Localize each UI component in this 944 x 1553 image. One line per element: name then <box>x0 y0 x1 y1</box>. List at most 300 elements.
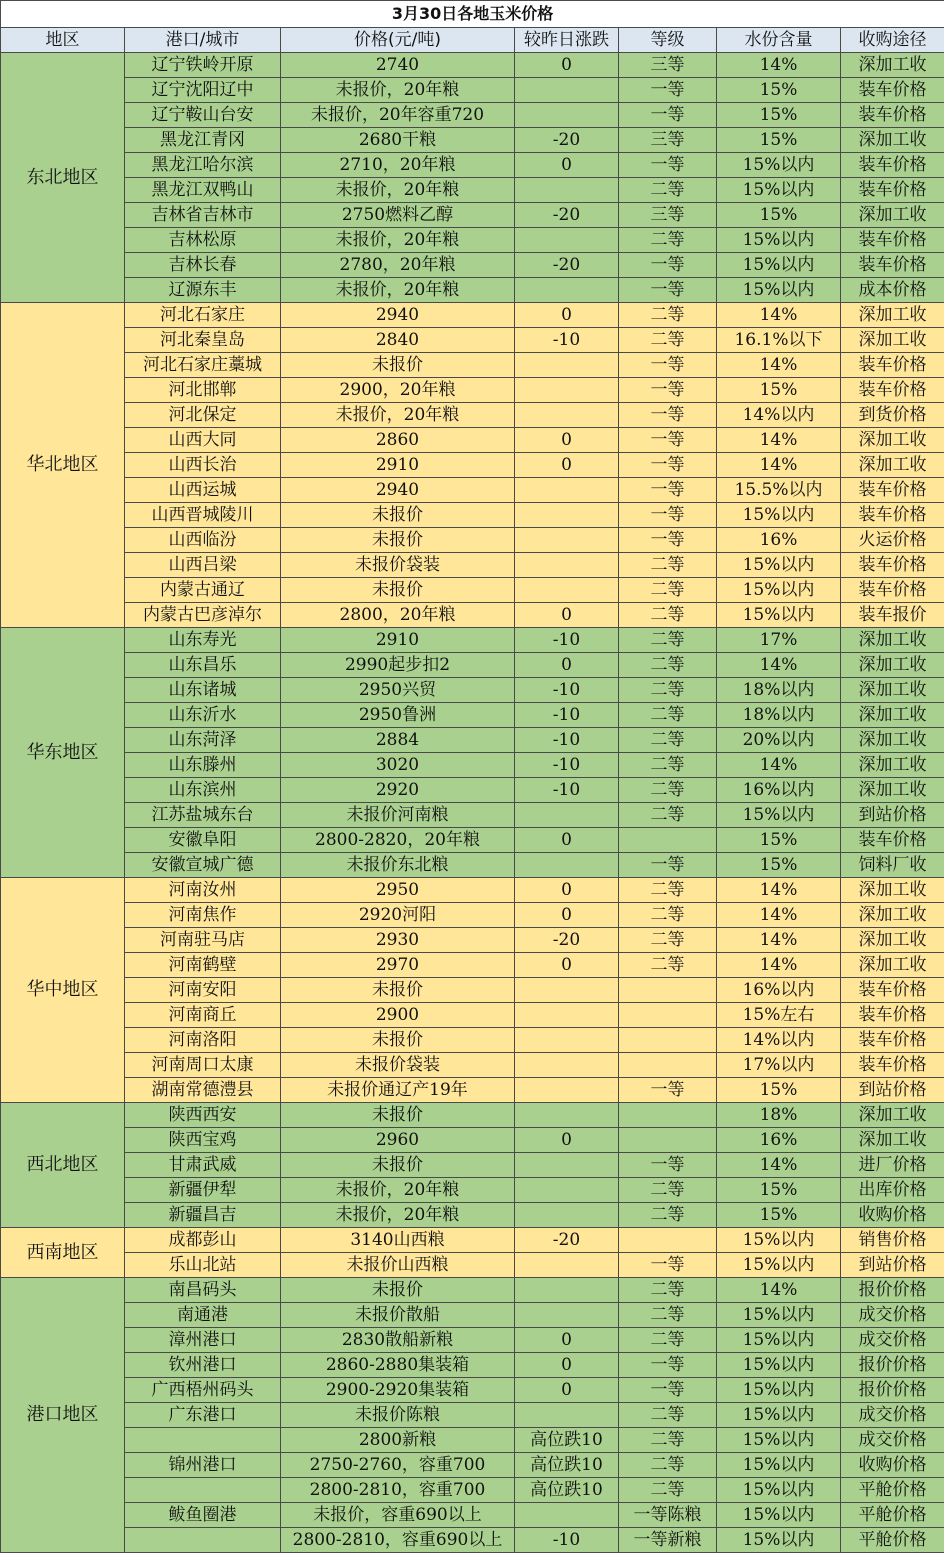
header-grade: 等级 <box>619 28 717 53</box>
change-cell: -20 <box>515 128 619 153</box>
city-cell: 陕西西安 <box>125 1103 281 1128</box>
city-cell: 山西大同 <box>125 428 281 453</box>
grade-cell: 一等 <box>619 153 717 178</box>
table-row <box>1 603 944 628</box>
price-cell: 未报价河南粮 <box>281 803 515 828</box>
moisture-cell: 15% <box>717 378 841 403</box>
purchase-method-cell: 深加工收 <box>841 653 944 678</box>
purchase-method-cell: 火运价格 <box>841 528 944 553</box>
change-cell: -10 <box>515 628 619 653</box>
grade-cell: 二等 <box>619 1478 717 1503</box>
city-cell: 南通港 <box>125 1303 281 1328</box>
moisture-cell: 15% <box>717 853 841 878</box>
purchase-method-cell: 装车价格 <box>841 78 944 103</box>
purchase-method-cell: 深加工收 <box>841 428 944 453</box>
city-cell: 吉林长春 <box>125 253 281 278</box>
region-cell: 港口地区 <box>1 1278 125 1553</box>
change-cell <box>515 1303 619 1328</box>
change-cell <box>515 353 619 378</box>
table-row <box>1 853 944 878</box>
purchase-method-cell: 深加工收 <box>841 628 944 653</box>
moisture-cell: 16% <box>717 528 841 553</box>
price-cell: 2970 <box>281 953 515 978</box>
grade-cell: 一等 <box>619 503 717 528</box>
moisture-cell: 15%以内 <box>717 178 841 203</box>
grade-cell: 二等 <box>619 1428 717 1453</box>
city-cell: 河南洛阳 <box>125 1028 281 1053</box>
grade-cell: 二等 <box>619 1178 717 1203</box>
city-cell: 黑龙江双鸭山 <box>125 178 281 203</box>
city-cell <box>125 1528 281 1553</box>
table-row <box>1 1003 944 1028</box>
purchase-method-cell: 装车价格 <box>841 828 944 853</box>
price-cell: 2750燃料乙醇 <box>281 203 515 228</box>
change-cell <box>515 578 619 603</box>
city-cell: 山东滕州 <box>125 753 281 778</box>
purchase-method-cell: 装车价格 <box>841 1028 944 1053</box>
change-cell <box>515 478 619 503</box>
table-row <box>1 1403 944 1428</box>
price-cell: 2860-2880集装箱 <box>281 1353 515 1378</box>
city-cell: 河北石家庄藁城 <box>125 353 281 378</box>
header-change: 较昨日涨跌 <box>515 28 619 53</box>
table-row <box>1 1453 944 1478</box>
purchase-method-cell: 深加工收 <box>841 953 944 978</box>
table-row <box>1 1378 944 1403</box>
change-cell <box>515 1153 619 1178</box>
grade-cell: 二等 <box>619 1328 717 1353</box>
price-cell: 未报价散船 <box>281 1303 515 1328</box>
city-cell: 广东港口 <box>125 1403 281 1428</box>
change-cell: -20 <box>515 203 619 228</box>
change-cell: 0 <box>515 1378 619 1403</box>
moisture-cell: 15%以内 <box>717 1328 841 1353</box>
purchase-method-cell: 装车价格 <box>841 553 944 578</box>
moisture-cell: 14% <box>717 453 841 478</box>
city-cell: 成都彭山 <box>125 1228 281 1253</box>
change-cell <box>515 803 619 828</box>
table-row <box>1 503 944 528</box>
moisture-cell: 15% <box>717 1178 841 1203</box>
city-cell: 河北秦皇岛 <box>125 328 281 353</box>
price-cell: 2840 <box>281 328 515 353</box>
table-row <box>1 1103 944 1128</box>
price-cell: 2910 <box>281 628 515 653</box>
grade-cell: 一等 <box>619 253 717 278</box>
grade-cell: 二等 <box>619 553 717 578</box>
change-cell: 高位跌10 <box>515 1428 619 1453</box>
purchase-method-cell: 报价价格 <box>841 1378 944 1403</box>
change-cell <box>515 378 619 403</box>
price-cell: 未报价陈粮 <box>281 1403 515 1428</box>
moisture-cell: 15%以内 <box>717 228 841 253</box>
purchase-method-cell: 平舱价格 <box>841 1528 944 1553</box>
table-row <box>1 178 944 203</box>
change-cell: 0 <box>515 53 619 78</box>
city-cell: 河南鹤壁 <box>125 953 281 978</box>
table-row <box>1 403 944 428</box>
moisture-cell: 16% <box>717 1128 841 1153</box>
grade-cell <box>619 828 717 853</box>
header-price: 价格(元/吨) <box>281 28 515 53</box>
table-row <box>1 103 944 128</box>
change-cell: -10 <box>515 703 619 728</box>
change-cell <box>515 1503 619 1528</box>
table-row <box>1 203 944 228</box>
moisture-cell: 14% <box>717 1278 841 1303</box>
grade-cell: 一等 <box>619 78 717 103</box>
grade-cell: 二等 <box>619 1303 717 1328</box>
city-cell: 河北保定 <box>125 403 281 428</box>
grade-cell: 一等 <box>619 1353 717 1378</box>
grade-cell: 二等 <box>619 703 717 728</box>
grade-cell: 二等 <box>619 728 717 753</box>
table-row <box>1 1128 944 1153</box>
city-cell <box>125 1478 281 1503</box>
city-cell: 黑龙江青冈 <box>125 128 281 153</box>
city-cell: 辽宁铁岭开原 <box>125 53 281 78</box>
price-cell: 2800-2820，20年粮 <box>281 828 515 853</box>
purchase-method-cell: 成交价格 <box>841 1303 944 1328</box>
grade-cell: 一等 <box>619 428 717 453</box>
moisture-cell: 15%以内 <box>717 153 841 178</box>
table-row <box>1 1228 944 1253</box>
change-cell <box>515 1253 619 1278</box>
purchase-method-cell: 成交价格 <box>841 1403 944 1428</box>
change-cell: 0 <box>515 1128 619 1153</box>
moisture-cell: 15%以内 <box>717 1253 841 1278</box>
moisture-cell: 18%以内 <box>717 678 841 703</box>
price-cell: 2800新粮 <box>281 1428 515 1453</box>
table-row <box>1 153 944 178</box>
moisture-cell: 15%以内 <box>717 1303 841 1328</box>
moisture-cell: 14% <box>717 353 841 378</box>
table-row <box>1 728 944 753</box>
purchase-method-cell: 饲料厂收 <box>841 853 944 878</box>
price-cell: 未报价，20年粮 <box>281 278 515 303</box>
grade-cell <box>619 1028 717 1053</box>
purchase-method-cell: 装车价格 <box>841 103 944 128</box>
price-cell: 2940 <box>281 478 515 503</box>
moisture-cell: 15%以内 <box>717 1403 841 1428</box>
grade-cell: 二等 <box>619 578 717 603</box>
moisture-cell: 14% <box>717 928 841 953</box>
moisture-cell: 14% <box>717 653 841 678</box>
table-row <box>1 678 944 703</box>
price-cell: 未报价，容重690以上 <box>281 1503 515 1528</box>
change-cell: -10 <box>515 1528 619 1553</box>
city-cell: 河北石家庄 <box>125 303 281 328</box>
moisture-cell: 15%以内 <box>717 1453 841 1478</box>
moisture-cell: 15%以内 <box>717 1353 841 1378</box>
change-cell <box>515 78 619 103</box>
city-cell: 漳州港口 <box>125 1328 281 1353</box>
table-row <box>1 128 944 153</box>
price-cell: 2990起步扣2 <box>281 653 515 678</box>
city-cell: 乐山北站 <box>125 1253 281 1278</box>
table-row <box>1 528 944 553</box>
price-cell: 2950 <box>281 878 515 903</box>
table-row <box>1 803 944 828</box>
purchase-method-cell: 到站价格 <box>841 1253 944 1278</box>
grade-cell: 一等 <box>619 453 717 478</box>
grade-cell: 一等陈粮 <box>619 1503 717 1528</box>
price-cell: 未报价，20年粮 <box>281 403 515 428</box>
change-cell: 0 <box>515 153 619 178</box>
grade-cell <box>619 1053 717 1078</box>
table-row <box>1 878 944 903</box>
moisture-cell: 14% <box>717 53 841 78</box>
table-row <box>1 1428 944 1453</box>
purchase-method-cell: 装车价格 <box>841 378 944 403</box>
table-row <box>1 1303 944 1328</box>
change-cell <box>515 1003 619 1028</box>
grade-cell: 三等 <box>619 203 717 228</box>
moisture-cell: 15%以内 <box>717 253 841 278</box>
grade-cell: 二等 <box>619 803 717 828</box>
purchase-method-cell: 出库价格 <box>841 1178 944 1203</box>
change-cell: 0 <box>515 828 619 853</box>
grade-cell: 二等 <box>619 228 717 253</box>
city-cell: 辽宁鞍山台安 <box>125 103 281 128</box>
table-row <box>1 1203 944 1228</box>
moisture-cell: 14% <box>717 428 841 453</box>
city-cell: 内蒙古巴彦淖尔 <box>125 603 281 628</box>
moisture-cell: 15%以内 <box>717 1428 841 1453</box>
grade-cell <box>619 1128 717 1153</box>
purchase-method-cell: 装车价格 <box>841 503 944 528</box>
moisture-cell: 16%以内 <box>717 778 841 803</box>
price-cell: 未报价 <box>281 1278 515 1303</box>
city-cell: 山西运城 <box>125 478 281 503</box>
city-cell: 山东昌乐 <box>125 653 281 678</box>
purchase-method-cell: 到站价格 <box>841 1078 944 1103</box>
change-cell <box>515 228 619 253</box>
region-cell: 西南地区 <box>1 1228 125 1278</box>
purchase-method-cell: 深加工收 <box>841 903 944 928</box>
table-row <box>1 328 944 353</box>
grade-cell: 二等 <box>619 303 717 328</box>
price-cell: 未报价 <box>281 978 515 1003</box>
change-cell: 0 <box>515 1328 619 1353</box>
moisture-cell: 15%以内 <box>717 578 841 603</box>
city-cell: 陕西宝鸡 <box>125 1128 281 1153</box>
grade-cell: 二等 <box>619 328 717 353</box>
change-cell: 高位跌10 <box>515 1453 619 1478</box>
grade-cell: 一等 <box>619 353 717 378</box>
table-row <box>1 828 944 853</box>
header-purchase-method: 收购途径 <box>841 28 944 53</box>
city-cell: 锦州港口 <box>125 1453 281 1478</box>
change-cell <box>515 1178 619 1203</box>
price-cell: 2780，20年粮 <box>281 253 515 278</box>
grade-cell <box>619 978 717 1003</box>
price-cell: 未报价 <box>281 503 515 528</box>
moisture-cell: 15% <box>717 828 841 853</box>
table-row <box>1 478 944 503</box>
table-row <box>1 978 944 1003</box>
table-row <box>1 78 944 103</box>
purchase-method-cell: 销售价格 <box>841 1228 944 1253</box>
purchase-method-cell: 成本价格 <box>841 278 944 303</box>
grade-cell: 一等 <box>619 1253 717 1278</box>
city-cell: 山东诸城 <box>125 678 281 703</box>
table-row <box>1 1253 944 1278</box>
grade-cell: 一等 <box>619 403 717 428</box>
moisture-cell: 14% <box>717 303 841 328</box>
grade-cell: 一等 <box>619 278 717 303</box>
table-row <box>1 578 944 603</box>
moisture-cell: 15.5%以内 <box>717 478 841 503</box>
price-cell: 2800，20年粮 <box>281 603 515 628</box>
table-row <box>1 453 944 478</box>
change-cell: -20 <box>515 1228 619 1253</box>
price-cell: 未报价袋装 <box>281 553 515 578</box>
moisture-cell: 14%以内 <box>717 1028 841 1053</box>
table-row <box>1 553 944 578</box>
change-cell <box>515 278 619 303</box>
purchase-method-cell: 深加工收 <box>841 703 944 728</box>
grade-cell: 三等 <box>619 128 717 153</box>
price-cell: 未报价 <box>281 578 515 603</box>
change-cell <box>515 503 619 528</box>
moisture-cell: 14% <box>717 1153 841 1178</box>
grade-cell: 一等 <box>619 103 717 128</box>
purchase-method-cell: 平舱价格 <box>841 1478 944 1503</box>
price-cell: 2920 <box>281 778 515 803</box>
table-row <box>1 378 944 403</box>
purchase-method-cell: 成交价格 <box>841 1328 944 1353</box>
purchase-method-cell: 装车价格 <box>841 353 944 378</box>
grade-cell: 一等 <box>619 853 717 878</box>
price-cell: 2680干粮 <box>281 128 515 153</box>
price-cell: 未报价，20年粮 <box>281 228 515 253</box>
moisture-cell: 15%以内 <box>717 1528 841 1553</box>
moisture-cell: 16%以内 <box>717 978 841 1003</box>
table-row <box>1 1478 944 1503</box>
city-cell: 南昌码头 <box>125 1278 281 1303</box>
moisture-cell: 14% <box>717 953 841 978</box>
price-cell: 未报价，20年粮 <box>281 178 515 203</box>
moisture-cell: 15%以内 <box>717 803 841 828</box>
table-row <box>1 1503 944 1528</box>
change-cell <box>515 528 619 553</box>
table-row <box>1 278 944 303</box>
price-cell: 2910 <box>281 453 515 478</box>
city-cell: 湖南常德澧县 <box>125 1078 281 1103</box>
table-row <box>1 428 944 453</box>
moisture-cell: 15% <box>717 1078 841 1103</box>
city-cell: 江苏盐城东台 <box>125 803 281 828</box>
moisture-cell: 15%以内 <box>717 553 841 578</box>
purchase-method-cell: 深加工收 <box>841 878 944 903</box>
grade-cell: 二等 <box>619 1403 717 1428</box>
grade-cell: 一等新粮 <box>619 1528 717 1553</box>
purchase-method-cell: 深加工收 <box>841 728 944 753</box>
table-row <box>1 753 944 778</box>
price-cell: 未报价 <box>281 1103 515 1128</box>
moisture-cell: 17% <box>717 628 841 653</box>
purchase-method-cell: 深加工收 <box>841 303 944 328</box>
grade-cell: 二等 <box>619 753 717 778</box>
price-cell: 2960 <box>281 1128 515 1153</box>
change-cell: 0 <box>515 303 619 328</box>
change-cell: -10 <box>515 778 619 803</box>
grade-cell: 二等 <box>619 653 717 678</box>
region-cell: 东北地区 <box>1 53 125 303</box>
price-cell: 3020 <box>281 753 515 778</box>
table-row <box>1 653 944 678</box>
grade-cell: 二等 <box>619 1453 717 1478</box>
change-cell <box>515 403 619 428</box>
grade-cell: 一等 <box>619 1078 717 1103</box>
price-cell: 2800-2810，容重690以上 <box>281 1528 515 1553</box>
change-cell <box>515 1028 619 1053</box>
purchase-method-cell: 装车价格 <box>841 578 944 603</box>
table-row <box>1 1153 944 1178</box>
purchase-method-cell: 装车价格 <box>841 253 944 278</box>
price-cell: 2900 <box>281 1003 515 1028</box>
moisture-cell: 14% <box>717 903 841 928</box>
change-cell <box>515 978 619 1003</box>
purchase-method-cell: 深加工收 <box>841 753 944 778</box>
region-cell: 西北地区 <box>1 1103 125 1228</box>
grade-cell: 三等 <box>619 53 717 78</box>
price-cell: 2950鲁洲 <box>281 703 515 728</box>
price-cell: 2940 <box>281 303 515 328</box>
purchase-method-cell: 装车价格 <box>841 1053 944 1078</box>
purchase-method-cell: 装车价格 <box>841 228 944 253</box>
purchase-method-cell: 装车价格 <box>841 153 944 178</box>
table-row <box>1 928 944 953</box>
table-row <box>1 253 944 278</box>
table-row <box>1 353 944 378</box>
price-cell: 未报价，20年粮 <box>281 78 515 103</box>
grade-cell: 一等 <box>619 1378 717 1403</box>
header-moisture: 水份含量 <box>717 28 841 53</box>
city-cell: 山东沂水 <box>125 703 281 728</box>
change-cell: 0 <box>515 428 619 453</box>
title-row <box>1 1 944 28</box>
moisture-cell: 14% <box>717 878 841 903</box>
purchase-method-cell: 深加工收 <box>841 1128 944 1153</box>
moisture-cell: 17%以内 <box>717 1053 841 1078</box>
table-row <box>1 903 944 928</box>
purchase-method-cell: 深加工收 <box>841 778 944 803</box>
grade-cell: 二等 <box>619 628 717 653</box>
city-cell: 鲅鱼圈港 <box>125 1503 281 1528</box>
change-cell: -10 <box>515 728 619 753</box>
purchase-method-cell: 平舱价格 <box>841 1503 944 1528</box>
city-cell: 山东寿光 <box>125 628 281 653</box>
grade-cell: 二等 <box>619 603 717 628</box>
table-row <box>1 778 944 803</box>
price-cell: 2800-2810，容重700 <box>281 1478 515 1503</box>
change-cell: -10 <box>515 753 619 778</box>
grade-cell: 一等 <box>619 528 717 553</box>
purchase-method-cell: 装车价格 <box>841 978 944 1003</box>
change-cell: 0 <box>515 603 619 628</box>
moisture-cell: 15%左右 <box>717 1003 841 1028</box>
table-row <box>1 1178 944 1203</box>
change-cell: 0 <box>515 878 619 903</box>
change-cell: -10 <box>515 678 619 703</box>
purchase-method-cell: 到货价格 <box>841 403 944 428</box>
change-cell: -20 <box>515 253 619 278</box>
moisture-cell: 15% <box>717 103 841 128</box>
city-cell: 辽宁沈阳辽中 <box>125 78 281 103</box>
purchase-method-cell: 到站价格 <box>841 803 944 828</box>
